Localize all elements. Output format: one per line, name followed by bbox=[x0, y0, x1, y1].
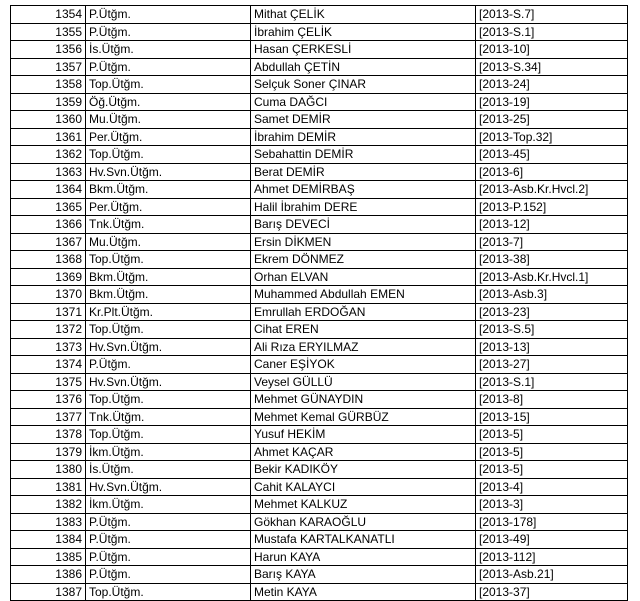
rank-cell: İs.Ütğm. bbox=[86, 461, 251, 479]
person-name-cell: Ahmet DEMİRBAŞ bbox=[251, 181, 476, 199]
rank-cell: Hv.Svn.Ütğm. bbox=[86, 373, 251, 391]
rank-cell: P.Ütğm. bbox=[86, 531, 251, 549]
rank-cell: Tnk.Ütğm. bbox=[86, 216, 251, 234]
rank-cell: P.Ütğm. bbox=[86, 548, 251, 566]
person-name-cell: Barış KAYA bbox=[251, 566, 476, 584]
table-row bbox=[11, 251, 628, 269]
rank-cell: Kr.Plt.Ütğm. bbox=[86, 303, 251, 321]
row-number-cell: 1370 bbox=[11, 286, 86, 304]
assignment-code-cell: [2013-15] bbox=[476, 408, 628, 426]
row-number-cell: 1375 bbox=[11, 373, 86, 391]
assignment-code-cell: [2013-Asb.Kr.Hvcl.2] bbox=[476, 181, 628, 199]
person-name-cell: Cuma DAĞCI bbox=[251, 93, 476, 111]
table-row bbox=[11, 496, 628, 514]
personnel-table bbox=[10, 5, 628, 601]
row-number-cell: 1364 bbox=[11, 181, 86, 199]
table-row bbox=[11, 356, 628, 374]
row-number-cell: 1367 bbox=[11, 233, 86, 251]
assignment-code-cell: [2013-38] bbox=[476, 251, 628, 269]
assignment-code-cell: [2013-12] bbox=[476, 216, 628, 234]
assignment-code-cell: [2013-P.152] bbox=[476, 198, 628, 216]
table-row bbox=[11, 303, 628, 321]
assignment-code-cell: [2013-S.34] bbox=[476, 58, 628, 76]
person-name-cell: Cahit KALAYCI bbox=[251, 478, 476, 496]
person-name-cell: Ahmet KAÇAR bbox=[251, 443, 476, 461]
row-number-cell: 1378 bbox=[11, 426, 86, 444]
row-number-cell: 1368 bbox=[11, 251, 86, 269]
row-number-cell: 1358 bbox=[11, 76, 86, 94]
assignment-code-cell: [2013-7] bbox=[476, 233, 628, 251]
assignment-code-cell: [2013-3] bbox=[476, 496, 628, 514]
person-name-cell: Hasan ÇERKESLİ bbox=[251, 41, 476, 59]
rank-cell: İkm.Ütğm. bbox=[86, 443, 251, 461]
assignment-code-cell: [2013-5] bbox=[476, 426, 628, 444]
row-number-cell: 1354 bbox=[11, 6, 86, 24]
assignment-code-cell: [2013-45] bbox=[476, 146, 628, 164]
table-row bbox=[11, 513, 628, 531]
rank-cell: Hv.Svn.Ütğm. bbox=[86, 478, 251, 496]
table-row bbox=[11, 548, 628, 566]
table-row bbox=[11, 583, 628, 601]
assignment-code-cell: [2013-S.5] bbox=[476, 321, 628, 339]
row-number-cell: 1384 bbox=[11, 531, 86, 549]
table-row bbox=[11, 216, 628, 234]
assignment-code-cell: [2013-Asb.Kr.Hvcl.1] bbox=[476, 268, 628, 286]
rank-cell: Top.Ütğm. bbox=[86, 251, 251, 269]
table-row bbox=[11, 58, 628, 76]
rank-cell: Bkm.Ütğm. bbox=[86, 286, 251, 304]
row-number-cell: 1377 bbox=[11, 408, 86, 426]
row-number-cell: 1385 bbox=[11, 548, 86, 566]
person-name-cell: Ali Rıza ERYILMAZ bbox=[251, 338, 476, 356]
table-row bbox=[11, 181, 628, 199]
person-name-cell: Mustafa KARTALKANATLI bbox=[251, 531, 476, 549]
table-row bbox=[11, 461, 628, 479]
assignment-code-cell: [2013-6] bbox=[476, 163, 628, 181]
person-name-cell: Ekrem DÖNMEZ bbox=[251, 251, 476, 269]
table-row bbox=[11, 338, 628, 356]
rank-cell: Hv.Svn.Ütğm. bbox=[86, 163, 251, 181]
rank-cell: Bkm.Ütğm. bbox=[86, 268, 251, 286]
table-row bbox=[11, 286, 628, 304]
table-row bbox=[11, 23, 628, 41]
person-name-cell: Mehmet KALKUZ bbox=[251, 496, 476, 514]
person-name-cell: Veysel GÜLLÜ bbox=[251, 373, 476, 391]
row-number-cell: 1371 bbox=[11, 303, 86, 321]
rank-cell: Mu.Ütğm. bbox=[86, 233, 251, 251]
person-name-cell: Gökhan KARAOĞLU bbox=[251, 513, 476, 531]
assignment-code-cell: [2013-10] bbox=[476, 41, 628, 59]
person-name-cell: Bekir KADIKÖY bbox=[251, 461, 476, 479]
assignment-code-cell: [2013-Asb.21] bbox=[476, 566, 628, 584]
row-number-cell: 1387 bbox=[11, 583, 86, 601]
rank-cell: Hv.Svn.Ütğm. bbox=[86, 338, 251, 356]
assignment-code-cell: [2013-23] bbox=[476, 303, 628, 321]
assignment-code-cell: [2013-19] bbox=[476, 93, 628, 111]
assignment-code-cell: [2013-178] bbox=[476, 513, 628, 531]
assignment-code-cell: [2013-5] bbox=[476, 461, 628, 479]
assignment-code-cell: [2013-5] bbox=[476, 443, 628, 461]
row-number-cell: 1355 bbox=[11, 23, 86, 41]
person-name-cell: Cihat EREN bbox=[251, 321, 476, 339]
row-number-cell: 1381 bbox=[11, 478, 86, 496]
person-name-cell: İbrahim ÇELİK bbox=[251, 23, 476, 41]
row-number-cell: 1386 bbox=[11, 566, 86, 584]
rank-cell: P.Ütğm. bbox=[86, 356, 251, 374]
assignment-code-cell: [2013-13] bbox=[476, 338, 628, 356]
table-row bbox=[11, 93, 628, 111]
person-name-cell: Barış DEVECİ bbox=[251, 216, 476, 234]
person-name-cell: Caner EŞİYOK bbox=[251, 356, 476, 374]
person-name-cell: Metin KAYA bbox=[251, 583, 476, 601]
row-number-cell: 1360 bbox=[11, 111, 86, 129]
assignment-code-cell: [2013-S.1] bbox=[476, 373, 628, 391]
table-row bbox=[11, 443, 628, 461]
person-name-cell: Yusuf HEKİM bbox=[251, 426, 476, 444]
person-name-cell: Selçuk Soner ÇINAR bbox=[251, 76, 476, 94]
row-number-cell: 1383 bbox=[11, 513, 86, 531]
assignment-code-cell: [2013-Asb.3] bbox=[476, 286, 628, 304]
table-row bbox=[11, 198, 628, 216]
table-row bbox=[11, 391, 628, 409]
row-number-cell: 1363 bbox=[11, 163, 86, 181]
table-row bbox=[11, 566, 628, 584]
assignment-code-cell: [2013-Top.32] bbox=[476, 128, 628, 146]
person-name-cell: Orhan ELVAN bbox=[251, 268, 476, 286]
row-number-cell: 1362 bbox=[11, 146, 86, 164]
table-row bbox=[11, 373, 628, 391]
table-row bbox=[11, 426, 628, 444]
row-number-cell: 1366 bbox=[11, 216, 86, 234]
rank-cell: Bkm.Ütğm. bbox=[86, 181, 251, 199]
table-row bbox=[11, 478, 628, 496]
rank-cell: Top.Ütğm. bbox=[86, 583, 251, 601]
table-row bbox=[11, 76, 628, 94]
row-number-cell: 1372 bbox=[11, 321, 86, 339]
person-name-cell: İbrahim DEMİR bbox=[251, 128, 476, 146]
person-name-cell: Ersin DİKMEN bbox=[251, 233, 476, 251]
row-number-cell: 1365 bbox=[11, 198, 86, 216]
table-row bbox=[11, 6, 628, 24]
table-row bbox=[11, 531, 628, 549]
person-name-cell: Muhammed Abdullah EMEN bbox=[251, 286, 476, 304]
person-name-cell: Halil İbrahim DERE bbox=[251, 198, 476, 216]
row-number-cell: 1359 bbox=[11, 93, 86, 111]
row-number-cell: 1356 bbox=[11, 41, 86, 59]
rank-cell: Tnk.Ütğm. bbox=[86, 408, 251, 426]
row-number-cell: 1373 bbox=[11, 338, 86, 356]
personnel-table-body bbox=[11, 6, 628, 601]
rank-cell: P.Ütğm. bbox=[86, 23, 251, 41]
rank-cell: Mu.Ütğm. bbox=[86, 111, 251, 129]
person-name-cell: Harun KAYA bbox=[251, 548, 476, 566]
assignment-code-cell: [2013-S.7] bbox=[476, 6, 628, 24]
row-number-cell: 1374 bbox=[11, 356, 86, 374]
rank-cell: P.Ütğm. bbox=[86, 6, 251, 24]
row-number-cell: 1380 bbox=[11, 461, 86, 479]
rank-cell: Top.Ütğm. bbox=[86, 146, 251, 164]
rank-cell: Per.Ütğm. bbox=[86, 128, 251, 146]
assignment-code-cell: [2013-27] bbox=[476, 356, 628, 374]
assignment-code-cell: [2013-25] bbox=[476, 111, 628, 129]
person-name-cell: Sebahattin DEMİR bbox=[251, 146, 476, 164]
rank-cell: Top.Ütğm. bbox=[86, 426, 251, 444]
assignment-code-cell: [2013-37] bbox=[476, 583, 628, 601]
person-name-cell: Samet DEMİR bbox=[251, 111, 476, 129]
table-row bbox=[11, 146, 628, 164]
table-row bbox=[11, 111, 628, 129]
person-name-cell: Mehmet Kemal GÜRBÜZ bbox=[251, 408, 476, 426]
person-name-cell: Abdullah ÇETİN bbox=[251, 58, 476, 76]
table-row bbox=[11, 128, 628, 146]
row-number-cell: 1382 bbox=[11, 496, 86, 514]
table-row bbox=[11, 408, 628, 426]
assignment-code-cell: [2013-S.1] bbox=[476, 23, 628, 41]
table-row bbox=[11, 41, 628, 59]
rank-cell: İs.Ütğm. bbox=[86, 41, 251, 59]
person-name-cell: Emrullah ERDOĞAN bbox=[251, 303, 476, 321]
assignment-code-cell: [2013-8] bbox=[476, 391, 628, 409]
rank-cell: Öğ.Ütğm. bbox=[86, 93, 251, 111]
rank-cell: Top.Ütğm. bbox=[86, 76, 251, 94]
table-row bbox=[11, 163, 628, 181]
row-number-cell: 1357 bbox=[11, 58, 86, 76]
assignment-code-cell: [2013-112] bbox=[476, 548, 628, 566]
rank-cell: İkm.Ütğm. bbox=[86, 496, 251, 514]
rank-cell: P.Ütğm. bbox=[86, 513, 251, 531]
assignment-code-cell: [2013-49] bbox=[476, 531, 628, 549]
rank-cell: Per.Ütğm. bbox=[86, 198, 251, 216]
rank-cell: Top.Ütğm. bbox=[86, 391, 251, 409]
rank-cell: P.Ütğm. bbox=[86, 58, 251, 76]
row-number-cell: 1376 bbox=[11, 391, 86, 409]
rank-cell: P.Ütğm. bbox=[86, 566, 251, 584]
table-row bbox=[11, 268, 628, 286]
row-number-cell: 1369 bbox=[11, 268, 86, 286]
table-row bbox=[11, 233, 628, 251]
assignment-code-cell: [2013-4] bbox=[476, 478, 628, 496]
row-number-cell: 1379 bbox=[11, 443, 86, 461]
person-name-cell: Mithat ÇELİK bbox=[251, 6, 476, 24]
assignment-code-cell: [2013-24] bbox=[476, 76, 628, 94]
table-row bbox=[11, 321, 628, 339]
person-name-cell: Mehmet GÜNAYDIN bbox=[251, 391, 476, 409]
person-name-cell: Berat DEMİR bbox=[251, 163, 476, 181]
row-number-cell: 1361 bbox=[11, 128, 86, 146]
rank-cell: Top.Ütğm. bbox=[86, 321, 251, 339]
